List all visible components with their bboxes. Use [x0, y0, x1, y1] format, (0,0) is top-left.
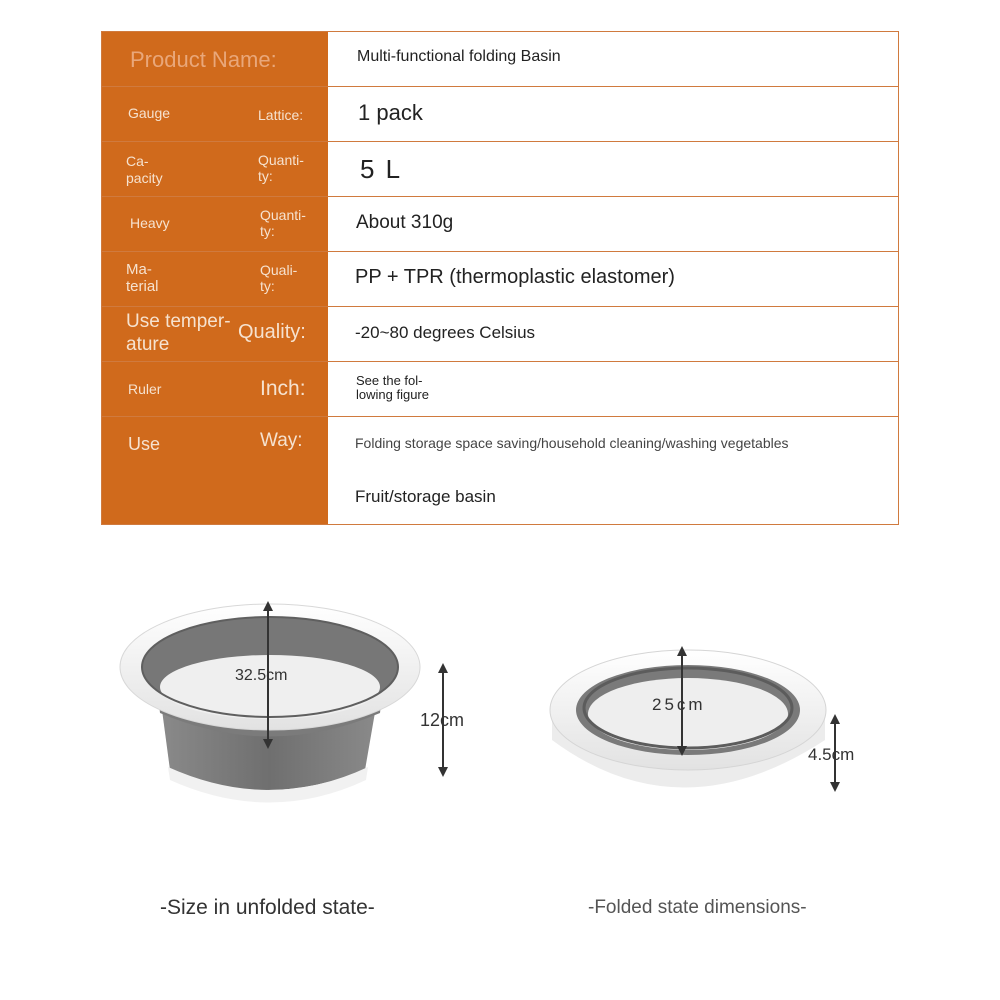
label-product-name: Product Name: — [130, 47, 277, 72]
value-material: PP + TPR (thermoplastic elastomer) — [355, 266, 675, 288]
value-ruler-2: lowing figure — [356, 387, 429, 402]
value-gauge: 1 pack — [358, 100, 423, 125]
value-use-temperature: -20~80 degrees Celsius — [355, 323, 536, 342]
value-use-1: Folding storage space saving/household cleaning/washing vegetables — [355, 435, 789, 451]
row-ruler — [102, 362, 898, 417]
row-use-temperature — [102, 307, 898, 362]
label-way: Way: — [260, 430, 303, 451]
label-heavy: Heavy — [130, 215, 170, 231]
folded-basin-figure — [540, 630, 880, 805]
folded-caption: -Folded state dimensions- — [588, 897, 807, 918]
unfolded-diameter-label: 32.5cm — [235, 667, 288, 684]
label-use: Use — [128, 434, 161, 454]
row-material — [102, 252, 898, 307]
row-product-name — [102, 32, 898, 87]
value-weight: About 310g — [356, 212, 454, 233]
value-capacity: 5 L — [360, 154, 403, 184]
value-ruler-1: See the fol- — [356, 373, 423, 388]
row-use — [102, 417, 898, 524]
label-quality-2: ty: — [260, 278, 275, 294]
label-quality-1: Quali- — [260, 262, 298, 278]
folded-diameter-label: 25cm — [652, 695, 706, 714]
label-quality: Quality: — [238, 321, 306, 343]
basin-unfolded-drawing — [120, 604, 420, 803]
label-lattice: Lattice: — [258, 107, 304, 123]
row-capacity — [102, 142, 898, 197]
label-material-2: terial — [126, 278, 159, 295]
label-quantity-2: ty: — [258, 168, 273, 184]
label-quantity-1: Quanti- — [260, 207, 306, 223]
label-gauge: Gauge — [128, 105, 171, 121]
label-quantity-2: ty: — [260, 223, 275, 239]
unfolded-caption: -Size in unfolded state- — [160, 896, 375, 919]
value-use-2: Fruit/storage basin — [355, 487, 496, 506]
unfolded-height-label: 12cm — [420, 710, 465, 730]
row-weight — [102, 197, 898, 252]
row-gauge — [102, 87, 898, 142]
label-use-temperature-1: Use temper- — [126, 311, 231, 332]
label-inch: Inch: — [260, 377, 306, 400]
basin-folded-drawing — [550, 650, 826, 788]
spec-table — [101, 31, 899, 525]
label-quantity-1: Quanti- — [258, 152, 304, 168]
label-material-1: Ma- — [126, 261, 152, 278]
label-capacity-1: Ca- — [126, 153, 149, 169]
value-product-name: Multi-functional folding Basin — [357, 48, 561, 65]
unfolded-basin-figure — [110, 595, 490, 815]
label-capacity-2: pacity — [126, 170, 163, 186]
label-use-temperature-2: ature — [126, 334, 170, 355]
label-ruler: Ruler — [128, 381, 162, 397]
folded-height-label: 4.5cm — [808, 745, 855, 764]
